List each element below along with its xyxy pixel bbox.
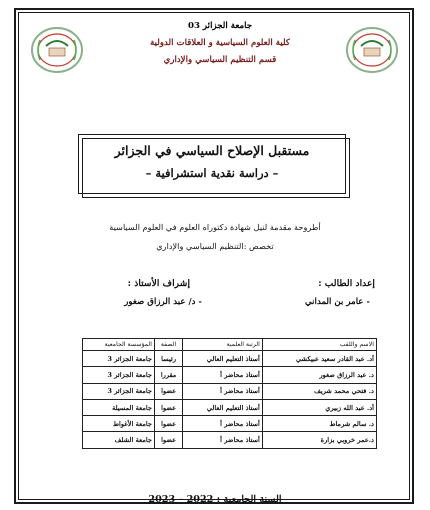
member-role: عضوا [154,432,182,448]
col-header-institution: المؤسسة الجامعية [83,339,155,351]
member-institution: جامعة المسيلة [83,399,155,415]
table-row [83,432,377,448]
committee-table [82,338,377,449]
member-role: عضوا [154,399,182,415]
col-header-rank: الرتبة العلمية [183,339,263,351]
university-logo-left [30,26,84,74]
member-rank: أستاذ محاضر أ [183,432,263,448]
member-rank: أستاذ التعليم العالي [183,351,263,367]
member-institution: جامعة الأغواط [83,416,155,432]
member-name: د.عمر خروبي بزارة [262,432,376,448]
member-rank: أستاذ محاضر أ [183,416,263,432]
supervisor-name: - د/ عبد الرزاق صغور [124,297,202,307]
table-row [83,367,377,383]
table-row [83,416,377,432]
student-label: إعداد الطالب : [318,278,375,289]
thesis-line-2: تخصص :التنظيم السياسي والإداري [156,241,274,251]
member-institution: جامعة الجزائر 3 [83,383,155,399]
student-name: - عامر بن المداني [305,297,370,307]
supervisor-label: إشراف الأستاذ : [127,278,190,289]
member-rank: أستاذ محاضر أ [183,367,263,383]
university-logo-right [345,26,399,74]
main-title: مستقبل الإصلاح السياسي في الجزائر [114,143,310,158]
member-institution: جامعة الشلف [83,432,155,448]
department-name: قسم التنظيم السياسي والإداري [163,55,277,65]
table-row [83,351,377,367]
table-header-row [83,339,377,351]
member-institution: جامعة الجزائر 3 [83,367,155,383]
member-role: عضوا [154,383,182,399]
header [110,18,330,69]
member-name: أد. عبد الله زبيري [262,399,376,415]
member-role: عضوا [154,416,182,432]
title-box [78,134,346,194]
member-name: أد. عبد القادر سعيد عبيكشي [262,351,376,367]
member-role: رئيسا [154,351,182,367]
member-role: مقررا [154,367,182,383]
member-rank: أستاذ التعليم العالي [183,399,263,415]
col-header-name: الاسم واللقب [262,339,376,351]
table-row [83,383,377,399]
sub-title: – دراسة نقدية استشرافية – [145,166,279,180]
member-name: د. سالم شرماط [262,416,376,432]
member-institution: جامعة الجزائر 3 [83,351,155,367]
col-header-role: الصفة [154,339,182,351]
academic-year: السنة الجامعية : 2022 – 2023 [148,494,282,505]
member-name: د. عبد الرزاق صغور [262,367,376,383]
member-rank: أستاذ محاضر أ [183,383,263,399]
faculty-name: كلية العلوم السياسية و العلاقات الدولية [150,38,290,48]
university-name: جامعة الجزائر 03 [187,21,253,31]
thesis-description [60,218,370,256]
member-name: د. فتحي محمد شريف [262,383,376,399]
table-row [83,399,377,415]
thesis-line-1: أطروحة مقدمة لنيل شهادة دكتوراه العلوم في العلوم السياسية [109,222,321,232]
